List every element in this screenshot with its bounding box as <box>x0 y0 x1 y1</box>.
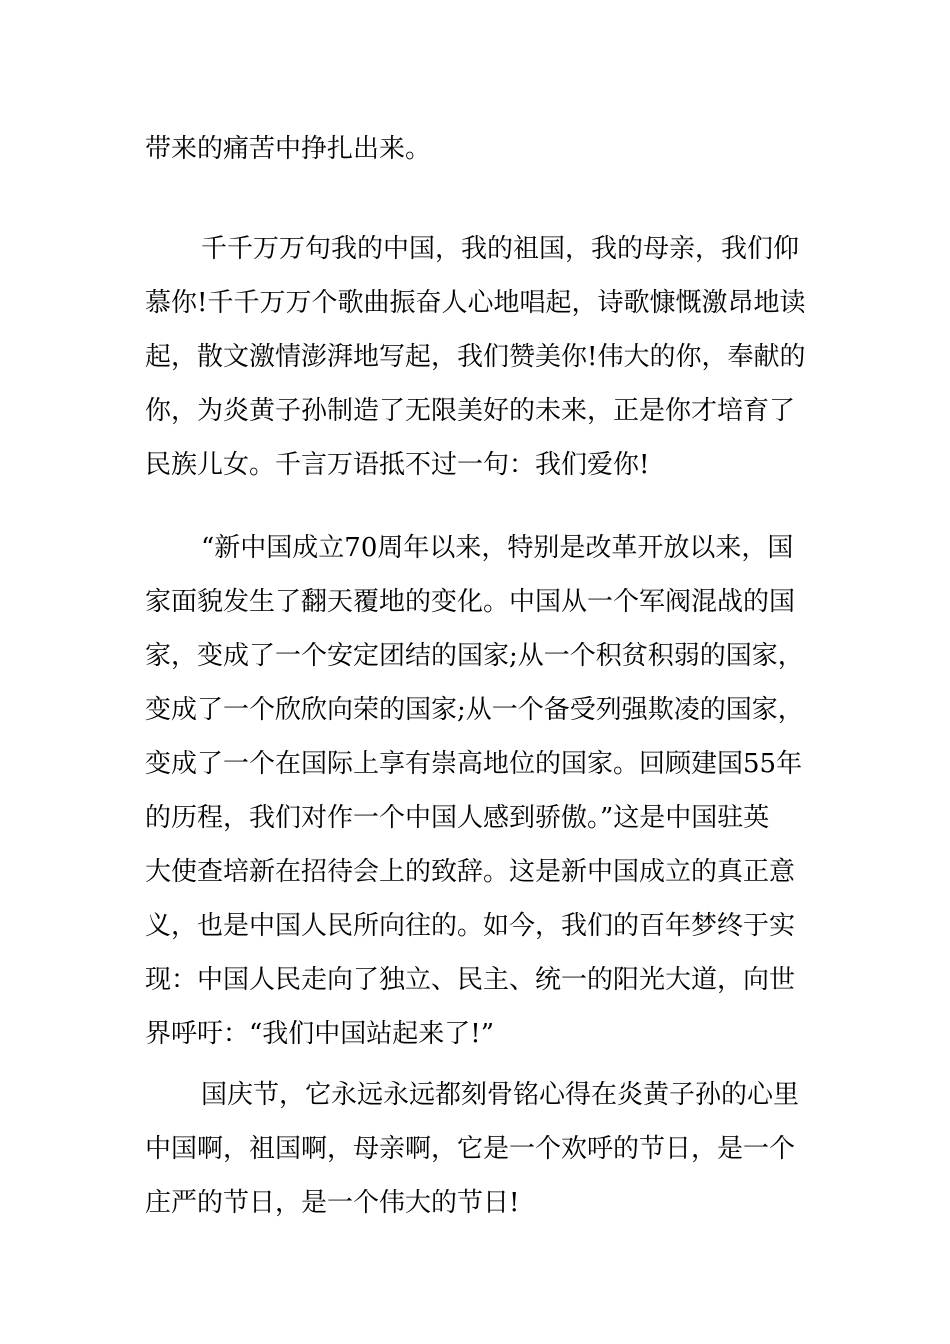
paragraph-line: 变成了一个在国际上享有崇高地位的国家。回顾建国55年 <box>145 749 803 779</box>
paragraph-line: 带来的痛苦中挣扎出来。 <box>145 134 432 164</box>
paragraph-line: 界呼吁：“我们中国站起来了!” <box>145 1019 495 1049</box>
paragraph-line: 国庆节，它永远永远都刻骨铭心得在炎黄子孙的心里 <box>201 1080 800 1110</box>
paragraph-line: 变成了一个欣欣向荣的国家;从一个备受列强欺凌的国家， <box>145 695 804 725</box>
paragraph-line: 千千万万句我的中国，我的祖国，我的母亲，我们仰 <box>201 234 800 264</box>
paragraph-4 <box>145 1068 810 1230</box>
paragraph-line: 慕你!千千万万个歌曲振奋人心地唱起，诗歌慷慨激昂地读 <box>145 288 806 318</box>
paragraph-line: 庄严的节日，是一个伟大的节日! <box>145 1188 520 1218</box>
paragraph-line: 中国啊，祖国啊，母亲啊，它是一个欢呼的节日，是一个 <box>145 1134 796 1164</box>
paragraph-line: 家面貌发生了翻天覆地的变化。中国从一个军阀混战的国 <box>145 587 796 617</box>
paragraph-line: “新中国成立70周年以来，特别是改革开放以来，国 <box>201 533 794 563</box>
paragraph-line: 你，为炎黄子孙制造了无限美好的未来，正是你才培育了 <box>145 396 796 426</box>
paragraph-2 <box>145 222 810 492</box>
paragraph-line: 民族儿女。千言万语抵不过一句：我们爱你! <box>145 450 650 480</box>
paragraph-line: 义，也是中国人民所向往的。如今，我们的百年梦终于实 <box>145 911 796 941</box>
paragraph-1 <box>145 122 810 176</box>
paragraph-line: 大使查培新在招待会上的致辞。这是新中国成立的真正意 <box>145 857 796 887</box>
paragraph-line: 家，变成了一个安定团结的国家;从一个积贫积弱的国家， <box>145 641 804 671</box>
paragraph-line: 起，散文激情澎湃地写起，我们赞美你!伟大的你，奉献的 <box>145 342 806 372</box>
paragraph-3 <box>145 521 810 1061</box>
paragraph-line: 现：中国人民走向了独立、民主、统一的阳光大道，向世 <box>145 965 796 995</box>
paragraph-line: 的历程，我们对作一个中国人感到骄傲。”这是中国驻英 <box>145 803 770 833</box>
